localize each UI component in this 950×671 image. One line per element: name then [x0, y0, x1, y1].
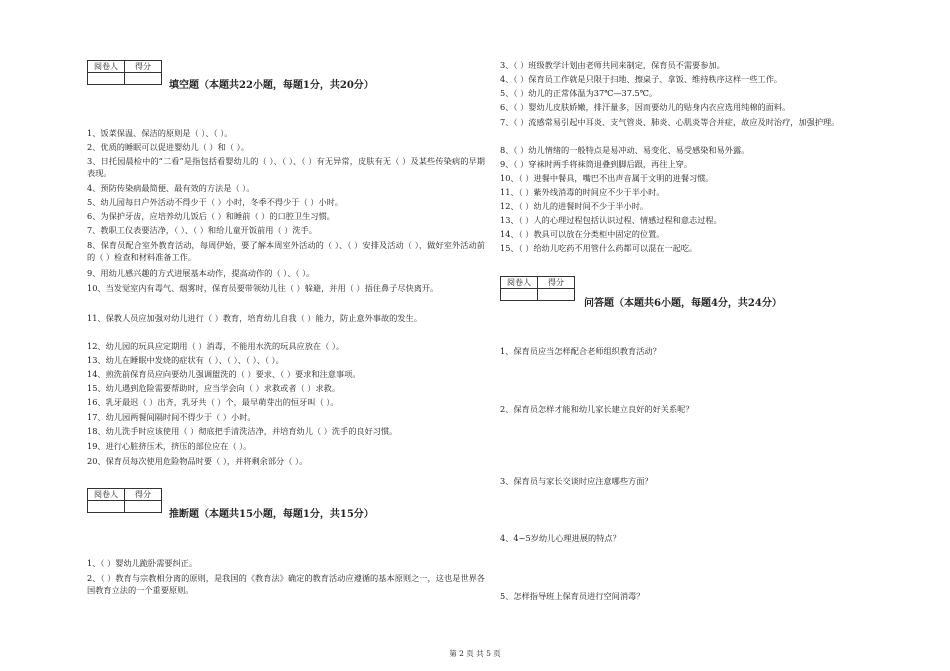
judge-item: 12、（ ）幼儿的进餐时间不少于半小时。 [500, 201, 649, 211]
judge-item: 14、（ ）教具可以放在分类柜中固定的位置。 [500, 229, 665, 239]
judge-item: 9、（ ）穿袜时两手将袜筒退叠到脚后跟，再往上穿。 [500, 159, 693, 169]
reviewer-label: 阅卷人 [88, 489, 125, 501]
score-box-qa [500, 276, 575, 301]
score-cell[interactable] [538, 289, 575, 301]
qa-item: 1、保育员应当怎样配合老师组织教育活动？ [500, 346, 661, 356]
score-label: 得分 [125, 489, 162, 501]
reviewer-label: 阅卷人 [501, 277, 538, 289]
judge-item: 3、（ ）班级教学计划由老师共同来制定，保育员不需要参加。 [500, 60, 725, 70]
judge-item: 4、（ ）保育员工作就是只限于扫地、擦桌子、拿饭、维持秩序这样一些工作。 [500, 74, 783, 84]
fill-item: 18、幼儿洗手时应该使用（ ）彻底把手清洗洁净，并培育幼儿（ ）洗手的良好习惯。 [87, 426, 398, 436]
fill-item: 13、幼儿在睡眠中发烧的症状有（ ）、（ ）、（ ）、（ ）。 [87, 355, 284, 365]
judge-item: 5、（ ）幼儿的正常体温为37℃—37.5℃。 [500, 88, 658, 98]
judge-section-title: 推断题（本题共15小题，每题1分，共15分） [169, 509, 374, 520]
qa-section-title: 问答题（本题共6小题，每题4分，共24分） [584, 298, 782, 309]
score-box-judge [87, 488, 162, 513]
fill-item: 1、饭菜保温、保洁的原则是（ ）、（ ）。 [87, 128, 233, 138]
fill-item: 20、保育员每次使用危险物品时要（ ），并将剩余部分（ ）。 [87, 456, 308, 466]
fill-item: 9、用幼儿感兴趣的方式进展基本动作，提高动作的（ ）、（ ）。 [87, 268, 315, 278]
fill-item: 3、日托园晨检中的“二看”是指包括看婴幼儿的（ ）、（ ）、（ ）有无异常，皮肤有无（ ）及某些传染病的早期表现。 [87, 156, 485, 178]
judge-item: 10、（ ）进餐中餐具，嘴巴不出声音属于文明的进餐习惯。 [500, 173, 714, 183]
judge-item: 11、（ ）紫外线消毒的时间应不少于半小时。 [500, 187, 665, 197]
fill-item: 11、保教人员应加强对幼儿进行（ ）教育，培育幼儿自我（ ）能力，防止意外事故的发生。 [87, 313, 422, 323]
judge-item: 1、（ ）婴幼儿跪卧需要纠正。 [87, 558, 198, 568]
qa-item: 3、保育员与家长交谈时应注意哪些方面？ [500, 476, 653, 486]
score-box-fill [87, 60, 162, 85]
judge-item: 15、（ ）给幼儿吃药不用管什么药都可以混在一起吃。 [500, 243, 698, 253]
page-footer: 第 2 页 共 5 页 [449, 649, 501, 658]
judge-item: 6、（ ）婴幼儿皮肤娇嫩，排汗量多，因而要幼儿的贴身内衣应选用纯棉的面料。 [500, 102, 791, 112]
fill-item: 16、乳牙最迟（ ）出齐，乳牙共（ ）个，最早萌芽出的恒牙叫（ ）。 [87, 397, 339, 407]
reviewer-label: 阅卷人 [88, 61, 125, 73]
fill-item: 2、优质的睡眠可以促进婴幼儿（ ）和（ ）。 [87, 142, 249, 152]
fill-item: 15、幼儿遇到危险需要帮助时，应当学会向（ ）求救或者（ ）求救。 [87, 383, 341, 393]
score-cell[interactable] [125, 73, 162, 85]
judge-item: 8、（ ）幼儿情绪的一般特点是易冲动、易变化、易受感染和易外露。 [500, 145, 750, 155]
fill-item: 4、预防传染病最简便、最有效的方法是（ ）。 [87, 183, 255, 193]
fill-section-title: 填空题（本题共22小题，每题1分，共20分） [169, 80, 374, 91]
score-label: 得分 [538, 277, 575, 289]
qa-item: 2、保育员怎样才能和幼儿家长建立良好的好关系呢？ [500, 404, 694, 414]
judge-item: 13、（ ）人的心理过程包括认识过程、情感过程和意志过程。 [500, 215, 722, 225]
judge-item: 2、（ ）教育与宗教相分离的原则，是我国的《教育法》确定的教育活动应遵循的基本原则之一，这也是世界各国教育立法的一个重要原则。 [87, 573, 485, 595]
fill-item: 7、教职工仪表要洁净，（ ）、（ ）和给儿童开饭前用（ ）洗手。 [87, 225, 317, 235]
fill-item: 19、进行心脏挤压术，挤压的部位应在（ ）。 [87, 441, 252, 451]
fill-item: 6、为保护牙齿，应培养幼儿饭后（ ）和睡前（ ）的口腔卫生习惯。 [87, 211, 335, 221]
qa-item: 5、怎样指导班上保育员进行空间消毒？ [500, 591, 645, 601]
reviewer-cell[interactable] [501, 289, 538, 301]
qa-item: 4、4~5岁幼儿心理进展的特点？ [500, 533, 621, 543]
fill-item: 17、幼儿园两餐间隔时间不得少于（ ）小时。 [87, 412, 256, 422]
score-cell[interactable] [125, 501, 162, 513]
fill-item: 12、幼儿园的玩具应定期用（ ）消毒，不能用水洗的玩具应放在（ ）。 [87, 341, 345, 351]
fill-item: 5、幼儿园每日户外活动不得少于（ ）小时，冬季不得少于（ ）小时。 [87, 197, 344, 207]
fill-item: 8、保育员配合室外教育活动，每周伊始，要了解本周室外活动的（ ）、（ ）安排及活动（ ），做好室外活动前的（ ）检查和材料准备工作。 [87, 240, 485, 262]
reviewer-cell[interactable] [88, 73, 125, 85]
fill-item: 14、煎洗前保育员应向要幼儿强调盥洗的（ ）要求、（ ）要求和注意事项。 [87, 369, 361, 379]
fill-item: 10、当发觉室内有毒气、烟雾时，保育员要带领幼儿往（ ）躲避，并用（ ）捂住鼻子尽快离开。 [87, 283, 439, 293]
reviewer-cell[interactable] [88, 501, 125, 513]
score-label: 得分 [125, 61, 162, 73]
judge-item: 7、（ ）流感常易引起中耳炎、支气管炎、肺炎、心肌炎等合并症，故应及时治疗，加强护理。 [500, 117, 840, 127]
